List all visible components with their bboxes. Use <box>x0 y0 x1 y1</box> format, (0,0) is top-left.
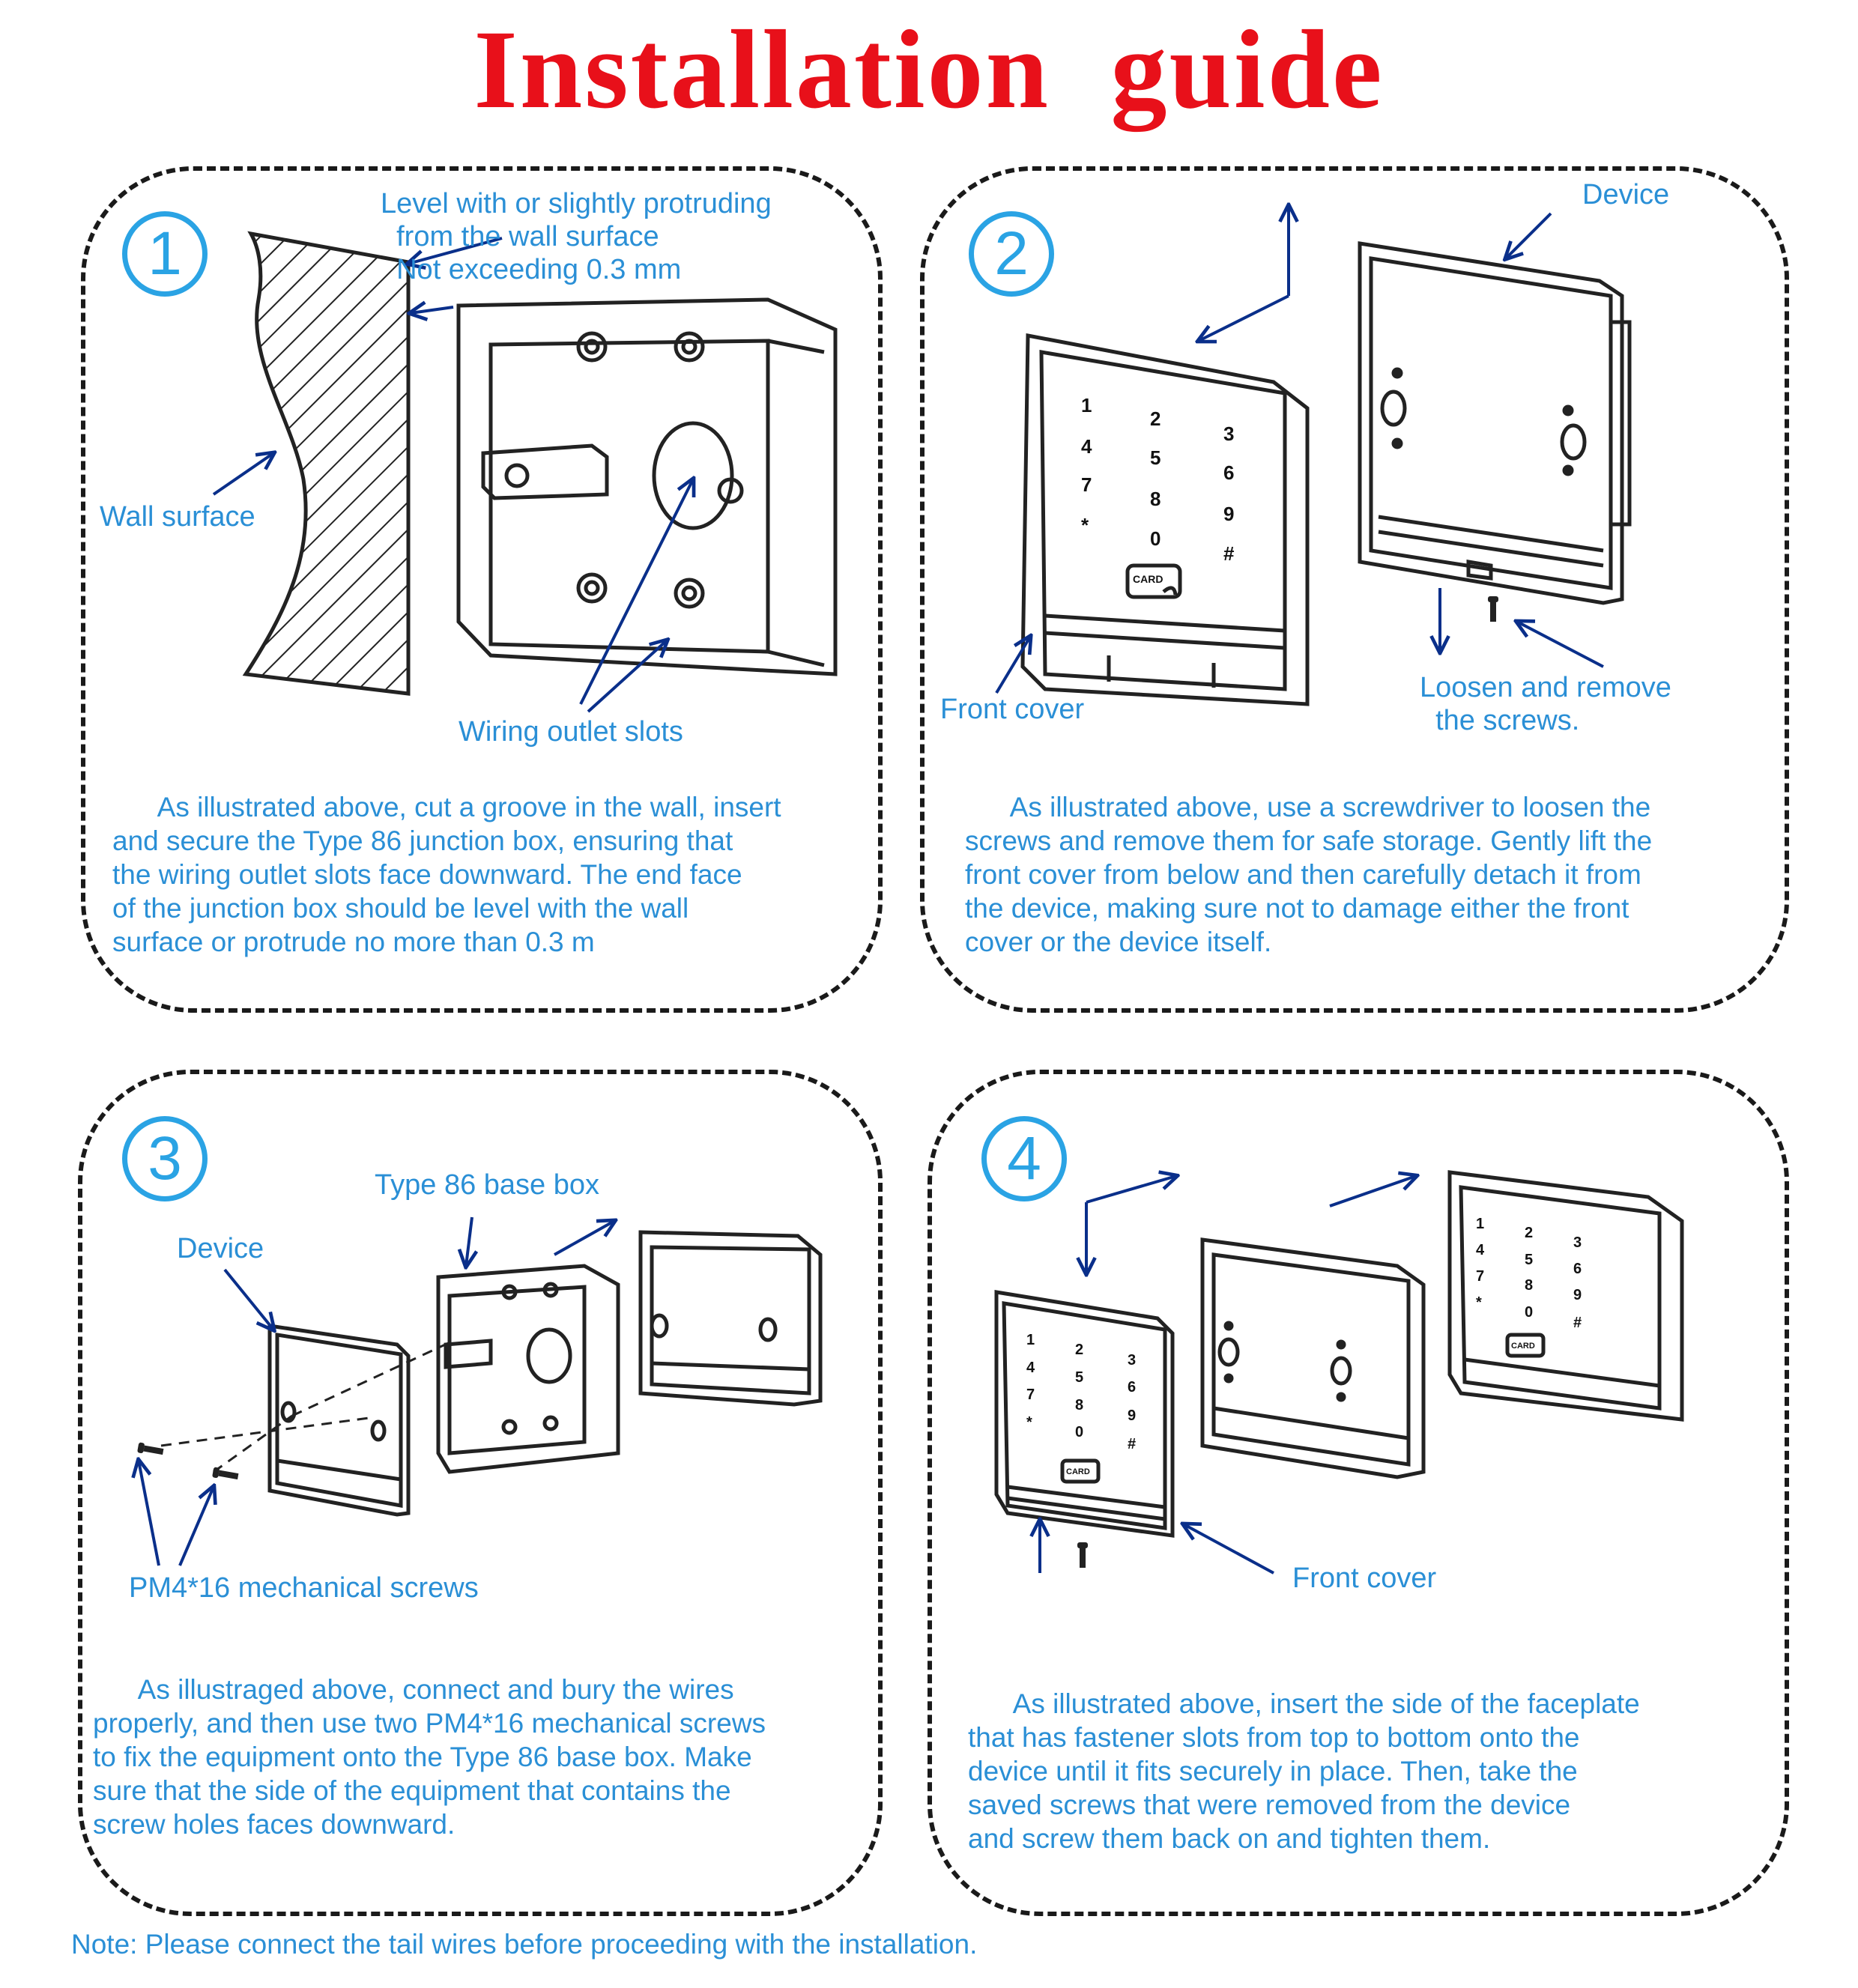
svg-text:9: 9 <box>1223 503 1235 525</box>
svg-text:#: # <box>1128 1436 1137 1452</box>
device-front-drawing-step3 <box>641 1232 820 1404</box>
svg-text:0: 0 <box>1150 527 1161 550</box>
svg-text:5: 5 <box>1150 446 1161 469</box>
svg-text:9: 9 <box>1128 1407 1137 1424</box>
front-cover-label-step4: Front cover <box>1292 1563 1437 1594</box>
svg-text:1: 1 <box>1476 1216 1485 1232</box>
step-2-text: As illustrated above, use a screwdriver to loosen the screws and remove them for safe storage. Gently lift the front cover from below and then carefully detach it from the device, making sure not to damage either the front cover or the device itself. <box>965 792 1653 957</box>
wall-surface-label: Wall surface <box>100 501 255 533</box>
loosen-screws-label: Loosen and remove the screws. <box>1420 672 1671 736</box>
front-cover-label: Front cover <box>940 694 1085 725</box>
svg-text:5: 5 <box>1525 1252 1534 1268</box>
device-label: Device <box>1582 179 1670 210</box>
device-drawing-step4 <box>1202 1240 1423 1477</box>
junction-box-drawing <box>459 300 835 674</box>
svg-text:7: 7 <box>1476 1268 1485 1285</box>
installation-note: Note: Please connect the tail wires before proceeding with the installation. <box>71 1929 978 1960</box>
step-3-number: 3 <box>122 1116 208 1201</box>
svg-text:CARD: CARD <box>1511 1342 1535 1351</box>
device-drawing-step3 <box>270 1326 408 1515</box>
svg-text:3: 3 <box>1573 1234 1582 1251</box>
svg-text:9: 9 <box>1573 1287 1582 1303</box>
base-box-label: Type 86 base box <box>375 1169 599 1201</box>
svg-text:#: # <box>1573 1315 1582 1331</box>
base-box-drawing-step3 <box>438 1266 618 1472</box>
page-title: Installation guide <box>473 7 1385 132</box>
faceplate-drawing-step4 <box>996 1292 1172 1536</box>
wall-surface-drawing <box>246 234 408 694</box>
svg-text:*: * <box>1476 1294 1482 1311</box>
screws-label: PM4*16 mechanical screws <box>129 1572 479 1604</box>
step-4-text: As illustrated above, insert the side of the faceplate that has fastener slots from top to bottom onto the device until it fits securely in place. Then, take the saved screws that were removed from the device and screw them back on and tighten them. <box>968 1688 1640 1854</box>
screw-icon <box>1488 596 1498 622</box>
svg-text:2: 2 <box>1150 407 1161 430</box>
assembled-unit-drawing-step4 <box>1450 1172 1682 1419</box>
svg-text:CARD: CARD <box>1133 573 1163 585</box>
level-label: Level with or slightly protruding from the wall surface Not exceeding 0.3 mm <box>381 188 772 285</box>
step-4-number: 4 <box>981 1116 1067 1201</box>
svg-text:2: 2 <box>1525 1225 1534 1241</box>
svg-text:4: 4 <box>1026 1360 1035 1376</box>
step-3-text: As illustraged above, connect and bury the wires properly, and then use two PM4*16 mechanical screws to fix the equipment onto the Type 86 base box. Make sure that the side of the equipment that contains the screw holes faces downward. <box>93 1674 766 1840</box>
svg-text:4: 4 <box>1081 435 1092 458</box>
svg-text:4: 4 <box>1476 1242 1485 1258</box>
svg-text:1: 1 <box>1081 394 1092 416</box>
faceplate-keypad-step4 <box>1026 1332 1136 1476</box>
svg-text:CARD: CARD <box>1066 1467 1090 1476</box>
svg-text:#: # <box>1223 542 1235 565</box>
svg-text:6: 6 <box>1573 1261 1582 1277</box>
step-1-number: 1 <box>122 211 208 297</box>
step-2-number: 2 <box>969 211 1054 297</box>
svg-text:*: * <box>1081 514 1089 536</box>
svg-text:5: 5 <box>1075 1369 1084 1386</box>
svg-text:7: 7 <box>1081 473 1092 496</box>
svg-text:7: 7 <box>1026 1387 1035 1403</box>
front-cover-keypad <box>1081 394 1235 585</box>
svg-text:0: 0 <box>1075 1424 1084 1440</box>
svg-text:8: 8 <box>1075 1397 1084 1413</box>
svg-text:3: 3 <box>1223 422 1235 445</box>
front-cover-drawing <box>1023 336 1307 704</box>
device-label-step3: Device <box>177 1233 264 1264</box>
svg-text:8: 8 <box>1150 488 1161 510</box>
svg-text:6: 6 <box>1128 1379 1137 1395</box>
svg-text:3: 3 <box>1128 1352 1137 1369</box>
svg-text:8: 8 <box>1525 1277 1534 1294</box>
svg-text:6: 6 <box>1223 461 1235 484</box>
svg-text:*: * <box>1026 1414 1032 1431</box>
svg-text:2: 2 <box>1075 1342 1084 1358</box>
svg-text:1: 1 <box>1026 1332 1035 1348</box>
assembled-keypad-step4 <box>1476 1216 1582 1351</box>
device-back-drawing <box>1360 243 1629 603</box>
step-1-text: As illustrated above, cut a groove in the wall, insert and secure the Type 86 junction box, ensuring that the wiring outlet slots face downward. The end face of the junction box should be level with the wall surface or protrude no more than 0.3 m <box>112 792 781 957</box>
wiring-outlet-label: Wiring outlet slots <box>459 716 683 748</box>
svg-text:0: 0 <box>1525 1304 1534 1321</box>
